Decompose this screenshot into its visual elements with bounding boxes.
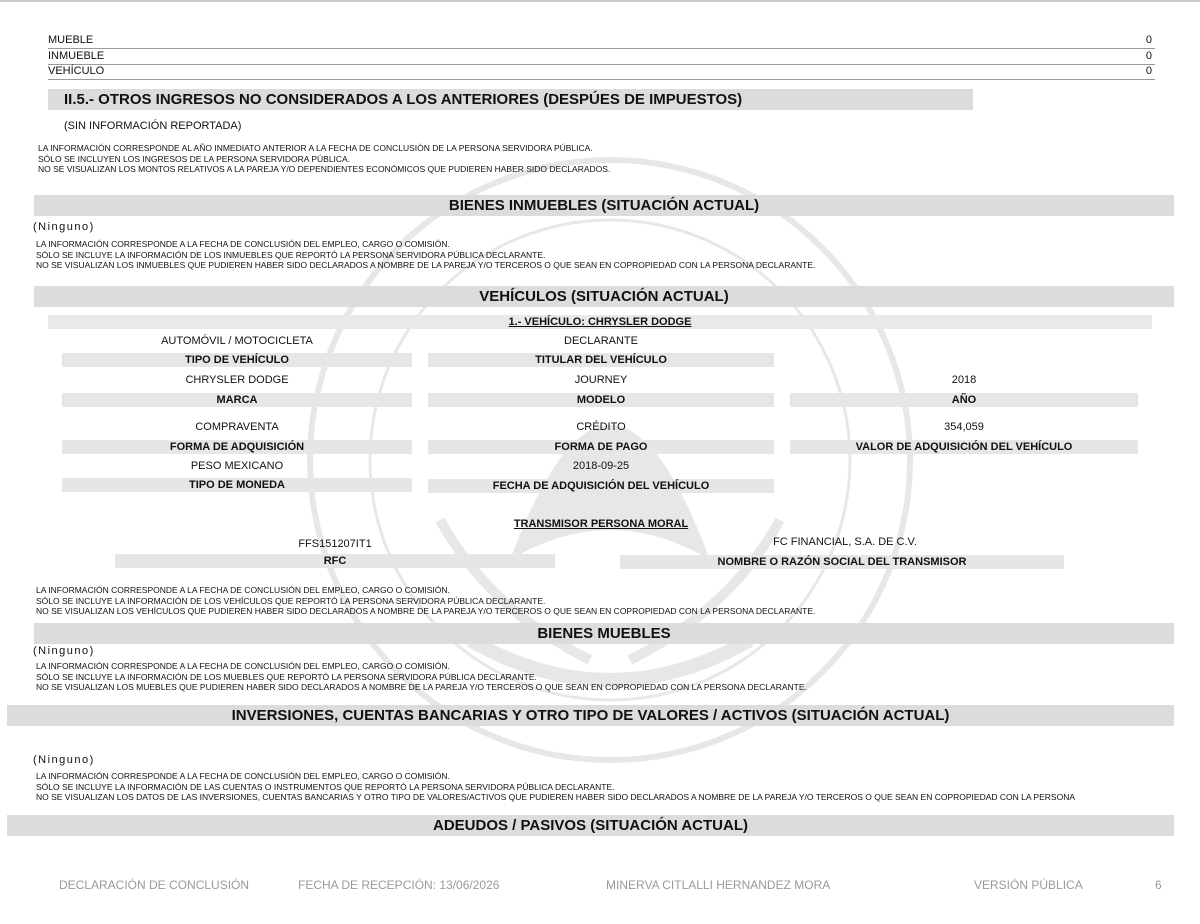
valor-label: VALOR DE ADQUISICIÓN DEL VEHÍCULO	[790, 440, 1138, 454]
modelo-value: JOURNEY	[574, 374, 628, 386]
moneda-value: PESO MEXICANO	[190, 460, 284, 472]
razon-social-value: FC FINANCIAL, S.A. DE C.V.	[773, 536, 917, 548]
note-line: SÓLO SE INCLUYEN LOS INGRESOS DE LA PERSONA SERVIDORA PÚBLICA.	[38, 153, 351, 164]
forma-pago-value: CRÉDITO	[576, 421, 626, 433]
footer-doc-type: DECLARACIÓN DE CONCLUSIÓN	[59, 878, 250, 892]
page-top-border	[0, 0, 1200, 2]
forma-adquisicion-value: COMPRAVENTA	[195, 421, 279, 433]
note-line: LA INFORMACIÓN CORRESPONDE AL AÑO INMEDIATO ANTERIOR A LA FECHA DE CONCLUSIÓN DE LA PERSONA SERVIDORA PÚBLICA.	[38, 143, 593, 153]
income-row-value: 0	[1145, 50, 1152, 62]
bienes-inmuebles-notes	[36, 239, 815, 271]
razon-social-label: NOMBRE O RAZÓN SOCIAL DEL TRANSMISOR	[620, 555, 1064, 569]
forma-adquisicion-label: FORMA DE ADQUISICIÓN	[62, 440, 412, 454]
bienes-inmuebles-status: (Ninguno)	[33, 221, 95, 233]
titular-label: TITULAR DEL VEHÍCULO	[428, 353, 774, 367]
vehiculos-title: VEHÍCULOS (SITUACIÓN ACTUAL)	[479, 288, 729, 305]
note-line: LA INFORMACIÓN CORRESPONDE A LA FECHA DE CONCLUSIÓN DEL EMPLEO, CARGO O COMISIÓN.	[36, 585, 450, 595]
note-line: LA INFORMACIÓN CORRESPONDE A LA FECHA DE CONCLUSIÓN DEL EMPLEO, CARGO O COMISIÓN.	[36, 771, 450, 781]
fecha-value: 2018-09-25	[572, 460, 630, 472]
income-row-vehiculo	[48, 64, 1155, 80]
section-ii5-notes	[38, 143, 610, 175]
fecha-label: FECHA DE ADQUISICIÓN DEL VEHÍCULO	[428, 479, 774, 493]
bienes-inmuebles-title: BIENES INMUEBLES (SITUACIÓN ACTUAL)	[448, 197, 760, 214]
valor-value: 354,059	[944, 421, 984, 433]
inversiones-title: INVERSIONES, CUENTAS BANCARIAS Y OTRO TIPO DE VALORES / ACTIVOS (SITUACIÓN ACTUAL)	[231, 707, 950, 724]
income-row-value: 0	[1145, 65, 1152, 77]
note-line: NO SE VISUALIZAN LOS MONTOS RELATIVOS A LA PAREJA Y/O DEPENDIENTES ECONÓMICOS QUE PUDIEREN HABER SIDO DECLARADOS.	[38, 164, 611, 174]
bienes-muebles-title: BIENES MUEBLES	[537, 625, 671, 642]
modelo-label: MODELO	[428, 393, 774, 407]
transmisor-title: TRANSMISOR PERSONA MORAL	[513, 518, 689, 530]
note-line: SÓLO SE INCLUYE LA INFORMACIÓN DE LOS MUEBLES QUE REPORTÓ LA PERSONA SERVIDORA PÚBLICA DECLARANTE.	[36, 671, 537, 682]
vehiculo-item-title: 1.- VEHÍCULO: CHRYSLER DODGE	[508, 316, 692, 328]
inversiones-notes	[36, 771, 1075, 803]
income-row-label: MUEBLE	[48, 34, 94, 46]
note-line: LA INFORMACIÓN CORRESPONDE A LA FECHA DE CONCLUSIÓN DEL EMPLEO, CARGO O COMISIÓN.	[36, 661, 450, 671]
tipo-vehiculo-value: AUTOMÓVIL / MOTOCICLETA	[161, 335, 313, 347]
marca-value: CHRYSLER DODGE	[185, 374, 289, 386]
note-line: NO SE VISUALIZAN LOS INMUEBLES QUE PUDIEREN HABER SIDO DECLARADOS A NOMBRE DE LA PAREJA Y/O TERCEROS O QUE SEAN EN COPROPIEDAD CON LA PERSONA DECLARANTE.	[36, 260, 816, 270]
note-line: LA INFORMACIÓN CORRESPONDE A LA FECHA DE CONCLUSIÓN DEL EMPLEO, CARGO O COMISIÓN.	[36, 239, 450, 249]
income-row-label: VEHÍCULO	[48, 65, 105, 77]
rfc-value: FFS151207IT1	[298, 538, 372, 550]
note-line: NO SE VISUALIZAN LOS VEHÍCULOS QUE PUDIEREN HABER SIDO DECLARADOS A NOMBRE DE LA PAREJA Y/O TERCEROS O QUE SEAN EN COPROPIEDAD CON LA PERSONA DECLARANTE.	[36, 606, 816, 616]
income-row-label: INMUEBLE	[48, 50, 105, 62]
vehiculos-notes	[36, 585, 815, 617]
forma-pago-label: FORMA DE PAGO	[428, 440, 774, 454]
section-ii5-status: (SIN INFORMACIÓN REPORTADA)	[64, 120, 242, 132]
section-ii5-title: II.5.- OTROS INGRESOS NO CONSIDERADOS A LOS ANTERIORES (DESPÚES DE IMPUESTOS)	[64, 91, 743, 108]
note-line: SÓLO SE INCLUYE LA INFORMACIÓN DE LOS INMUEBLES QUE REPORTÓ LA PERSONA SERVIDORA PÚBLICA DECLARANTE.	[36, 249, 546, 260]
note-line: NO SE VISUALIZAN LOS DATOS DE LAS INVERSIONES, CUENTAS BANCARIAS Y OTRO TIPO DE VALORES/ACTIVOS QUE PUDIEREN HABER SIDO DECLARADOS A NOMBRE DE LA PAREJA Y/O TERCEROS O QUE SEAN EN COPROPIEDAD CON LA PERSONA	[36, 792, 1075, 802]
bienes-muebles-status: (Ninguno)	[33, 645, 95, 657]
inversiones-status: (Ninguno)	[33, 754, 95, 766]
footer-name: MINERVA CITLALLI HERNANDEZ MORA	[606, 878, 831, 892]
rfc-label: RFC	[115, 554, 555, 568]
note-line: SÓLO SE INCLUYE LA INFORMACIÓN DE LAS CUENTAS O INSTRUMENTOS QUE REPORTÓ LA PERSONA SERVIDORA PÚBLICA DECLARANTE.	[36, 781, 615, 792]
footer-received: FECHA DE RECEPCIÓN: 13/06/2026	[298, 878, 500, 892]
adeudos-title: ADEUDOS / PASIVOS (SITUACIÓN ACTUAL)	[432, 817, 748, 834]
marca-label: MARCA	[62, 393, 412, 407]
anio-label: AÑO	[790, 393, 1138, 407]
income-row-inmueble	[48, 49, 1155, 65]
bienes-muebles-notes	[36, 661, 807, 693]
note-line: SÓLO SE INCLUYE LA INFORMACIÓN DE LOS VEHÍCULOS QUE REPORTÓ LA PERSONA SERVIDORA PÚBLICA DECLARANTE.	[36, 595, 546, 606]
footer-version: VERSIÓN PÚBLICA	[974, 878, 1083, 892]
income-row-mueble	[48, 33, 1155, 49]
moneda-label: TIPO DE MONEDA	[62, 478, 412, 492]
tipo-vehiculo-label: TIPO DE VEHÍCULO	[62, 353, 412, 367]
titular-value: DECLARANTE	[564, 335, 638, 347]
anio-value: 2018	[951, 374, 977, 386]
footer-page-number: 6	[1155, 878, 1162, 892]
note-line: NO SE VISUALIZAN LOS MUEBLES QUE PUDIEREN HABER SIDO DECLARADOS A NOMBRE DE LA PAREJA Y/O TERCEROS O QUE SEAN EN COPROPIEDAD CON LA PERSONA DECLARANTE.	[36, 682, 807, 692]
income-row-value: 0	[1145, 34, 1152, 46]
